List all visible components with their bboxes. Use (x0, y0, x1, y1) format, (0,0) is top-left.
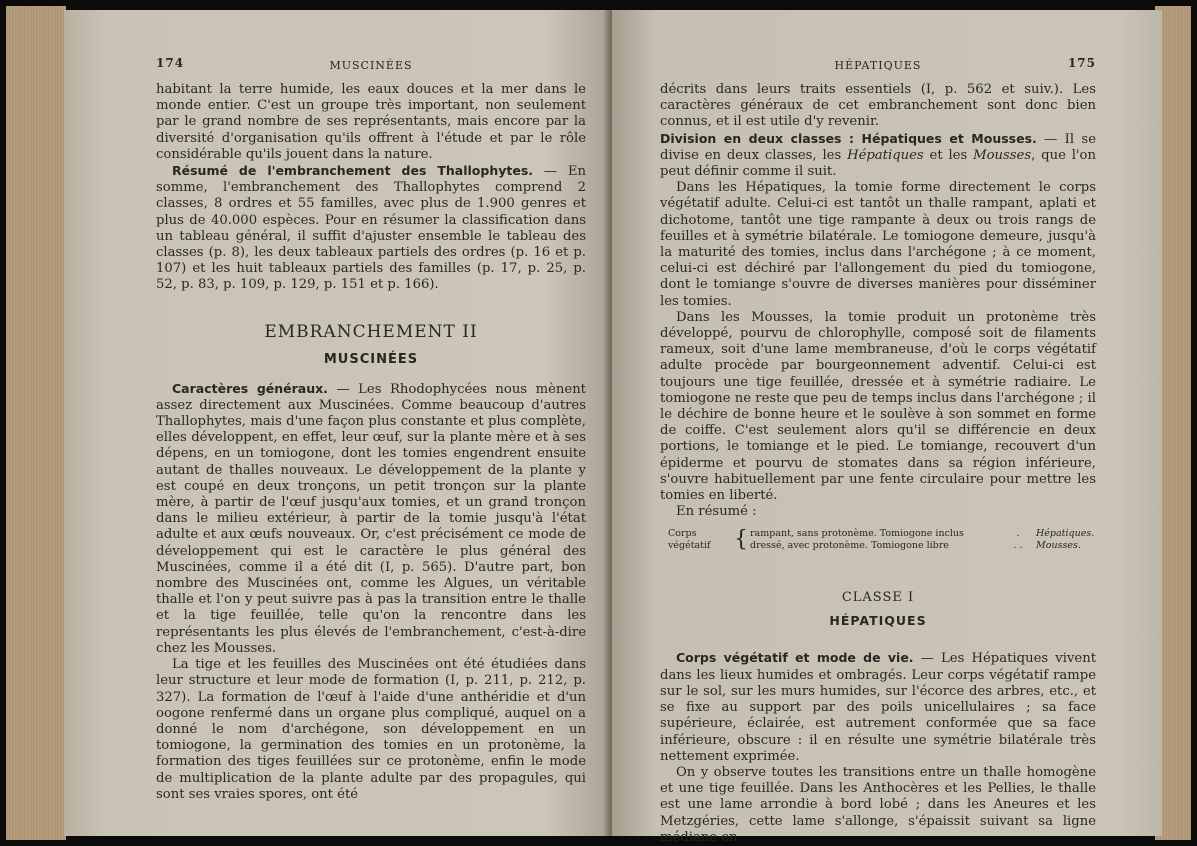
resume-paragraph (156, 163, 586, 294)
paragraph: La tige et les feuilles des Muscinées ont été étudiées dans leur structure et leur mode de formation (I, p. 211, p. 212, p. 327). La formation de l'œuf à l'aide d'une anthéridie et d'un oogone renfermé dans un organe plus compliqué, auquel on a donné le nom d'archégone, son développement en un tomiogone, la germination des tomies en un protonème, la formation des tiges feuillées sur ce protonème, enfin le mode de multiplication de la plante adulte par des propagules, qui sont ses vraies spores, ont été (156, 657, 586, 802)
running-title: HÉPATIQUES (834, 59, 922, 72)
term-hepatiques: Hépatiques (847, 147, 924, 163)
running-title: MUSCINÉES (329, 59, 413, 72)
table-row (750, 528, 1096, 540)
row-result: Mousses. (1036, 540, 1081, 552)
classe-title: CLASSE I (841, 590, 915, 606)
right-page (612, 10, 1162, 845)
book-edge-left (6, 6, 66, 840)
paragraph-text: — Il se divise en deux classes, les (660, 131, 1096, 163)
row-result: Hépatiques. (1036, 528, 1095, 540)
paragraph: Dans les Mousses, la tomie produit un protonème très développé, pourvu de chlorophylle, composé soit de filaments rameux, soit d'une lame membraneuse, d'où le corps végétatif adulte procède par bourgeonnement adventif. Celui-ci est toujours une tige feuillée, dressée et à symétrie radiaire. Le tomiogone ne reste que peu de temps inclus dans l'archégone ; il le déchire de bonne heure et le soulève à son sommet en forme de coiffe. C'est seulement alors qu'il se différencie en deux portions, le tomiange et le pied. Le tomiange, recouvert d'un épiderme et pourvu de stomates dans sa région inférieure, s'ouvre habituellement par une fente circulaire pour mettre les tomies en liberté. (660, 309, 1096, 504)
paragraph: Dans les Hépatiques, la tomie forme directement le corps végétatif adulte. Celui-ci est tantôt un thalle rampant, aplati et dichotome, tantôt une tige rampante à deux ou trois rangs de feuilles et à symétrie bilatérale. Le tomiogone demeure, jusqu'à la maturité des tomies, inclus dans l'archégone ; à ce moment, celui-ci est déchiré par l'allongement du pied du tomiogone, dont le tomiange s'ouvre de diverses manières pour disséminer les tomies. (660, 180, 1096, 309)
paragraph-text: , que l'on peut définir comme il suit. (660, 147, 1096, 180)
paragraph: habitant la terre humide, les eaux douces et la mer dans le monde entier. C'est un groupe très important, non seulement par le grand nombre de ses représentants, mais encore par la diversité d'organisation qu'ils offrent à l'étude et par le rôle considérable qu'ils jouent dans la nature. (156, 82, 586, 162)
runin-heading: Résumé de l'embranchement des Thallophytes. (172, 163, 534, 179)
runin-heading: Corps végétatif et mode de vie. (676, 650, 914, 666)
paragraph-text: — En somme, l'embranchement des Thallophytes comprend 2 classes, 8 ordres et 55 familles, avec plus de 1.900 genres et plus de 40.000 espèces. Pour en résumer la classification dans un tableau général, il suffit d'ajuster ensemble le tableau des classes (p. 8), les deux tableaux partiels des ordres (p. 16 et p. 107) et les huit tableaux partiels des familles (p. 17, p. 25, p. 52, p. 83, p. 109, p. 129, p. 151 et p. 166). (156, 164, 586, 293)
row-dots: . (1016, 528, 1020, 540)
brace-icon: { (734, 527, 748, 553)
paragraph: On y observe toutes les transitions entre un thalle homogène et une tige feuillée. Dans les Anthocères et les Pellies, le thalle est une lame arrondie à bord lobé ; dans les Aneures et les Metzgéries, cette lame s'allonge, s'épaissit suivant sa ligne médiane en (660, 764, 1096, 845)
table-row (750, 540, 1096, 552)
table-rows (750, 528, 1096, 552)
chapter-title: EMBRANCHEMENT II (264, 321, 478, 342)
division-paragraph (660, 131, 1096, 181)
paragraph-text: et les (923, 147, 974, 163)
runin-heading: Division en deux classes : Hépatiques et Mousses. (660, 130, 1037, 146)
caracteres-paragraph (156, 381, 586, 657)
en-resume: En résumé : (676, 504, 757, 520)
row-description: dressé, avec protonème. Tomiogone libre (750, 540, 949, 552)
corps-paragraph (660, 650, 1096, 764)
resume-table (668, 528, 1096, 552)
paragraph: décrits dans leurs traits essentiels (I, p. 562 et suiv.). Les caractères généraux de cet embranchement sont donc bien connus, et il est utile d'y revenir. (660, 82, 1096, 130)
row-dots: . . (1013, 540, 1023, 552)
page-number: 175 (1067, 56, 1096, 70)
paragraph-text: — Les Hépatiques vivent dans les lieux humides et ombragés. Leur corps végétatif rampe sur le sol, sur les murs humides, sur l'écorce des arbres, etc., et se fixe au support par des poils unicellulaires ; sa face supérieure, éclairée, est autrement conformée que sa face inférieure, obscure : il en résulte une symétrie bilatérale très nettement exprimée. (660, 651, 1096, 764)
runin-heading: Caractères généraux. (172, 380, 328, 396)
classe-subtitle: HÉPATIQUES (829, 613, 927, 629)
left-page (64, 10, 612, 836)
left-running-head (156, 56, 586, 82)
paragraph-text: — Les Rhodophycées nous mènent assez directement aux Muscinées. Comme beaucoup d'autres Thallophytes, mais d'une façon plus constante et plus complète, elles développent, en effet, leur œuf, sur la plante mère et à ses dépens, en un tomiogone, dont les tomies engendrent ensuite autant de thalles nouveaux. Le développement de la plante y est coupé en deux tronçons, un petit tronçon sur la plante mère, à partir de l'œuf jusqu'aux tomies, et un grand tronçon dans le milieu extérieur, à partir de la tomie jusqu'à l'état adulte et aux œufs nouveaux. Or, c'est précisément ce mode de développement qui est le caractère le plus général des Muscinées, comme il a été dit (I, p. 565). D'autre part, bon nombre des Muscinées ont, comme les Algues, un véritable thalle et l'on y peut suivre pas à pas la transition entre le thalle et la tige feuillée, telle qu'on la rencontre dans les représentants les plus élevés de l'embranchement, c'est-à-dire chez les Mousses. (156, 381, 586, 656)
row-description: rampant, sans protonème. Tomiogone inclus (750, 528, 964, 540)
term-mousses: Mousses (973, 147, 1032, 163)
table-label: Corps végétatif (668, 528, 711, 552)
right-running-head (660, 56, 1096, 82)
page-number: 174 (156, 56, 185, 70)
chapter-subtitle: MUSCINÉES (323, 351, 419, 367)
